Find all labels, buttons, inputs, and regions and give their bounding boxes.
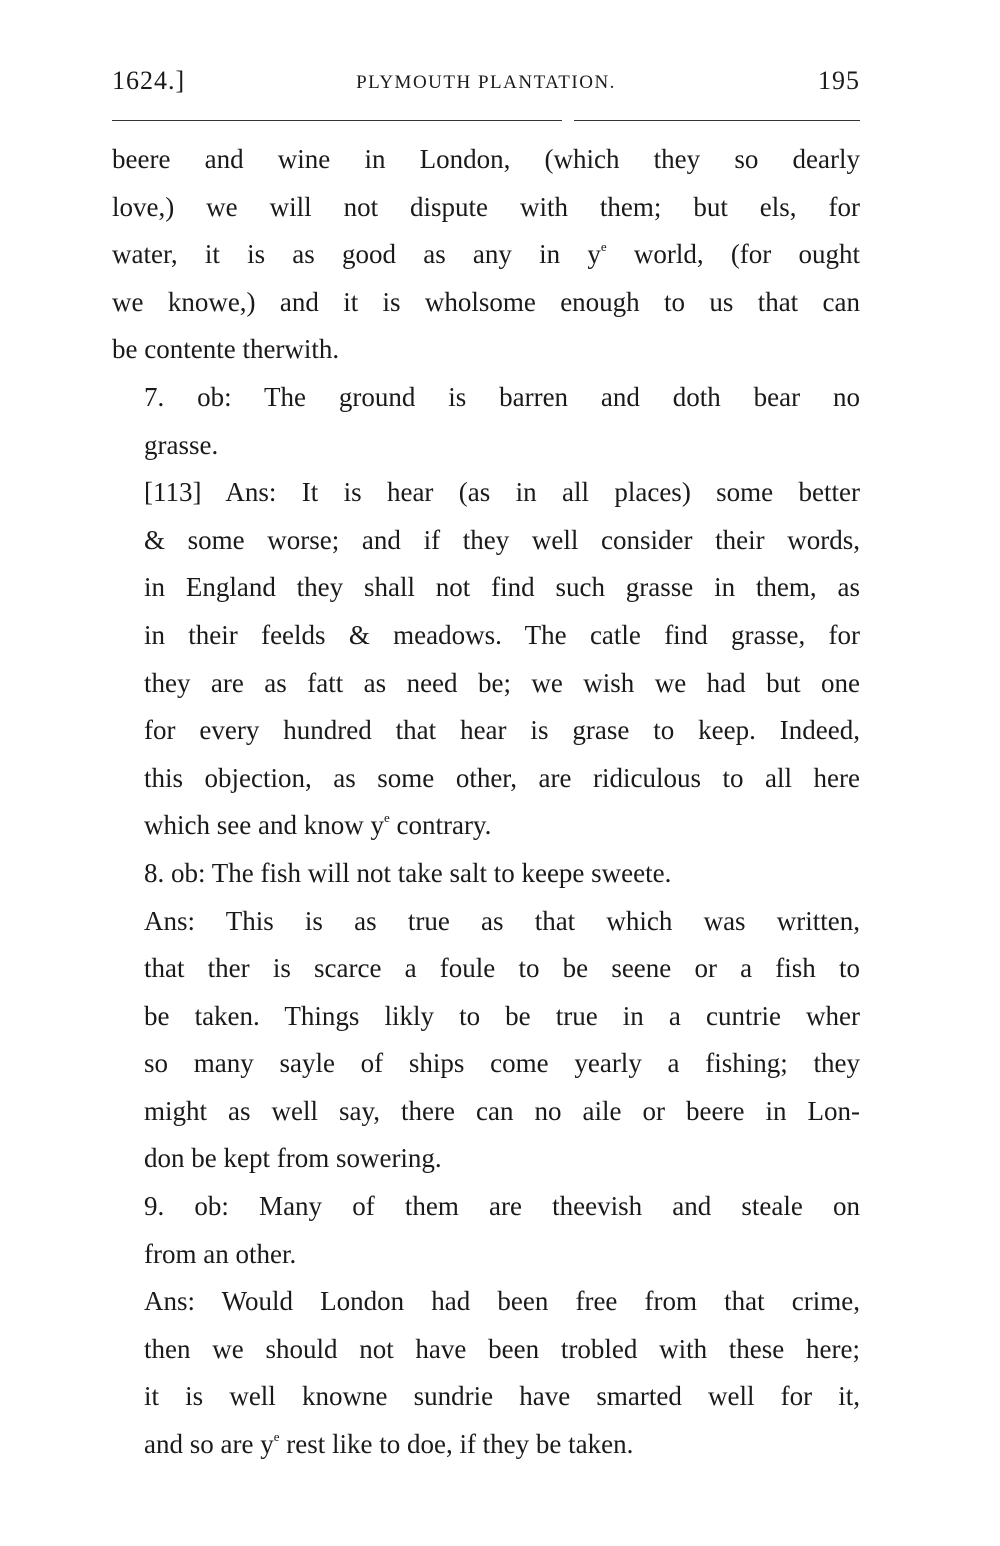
text-line: grasse.	[144, 429, 219, 460]
text-line: love,) we will not dispute with them; but els, for	[112, 191, 860, 222]
body-text	[112, 136, 860, 1469]
text-line: they are as fatt as need be; we wish we had but one	[144, 667, 860, 698]
text-line: from an other.	[144, 1238, 297, 1269]
header-year: 1624.]	[112, 66, 186, 95]
text-line: be taken. Things likly to be true in a cuntrie wher	[144, 1000, 860, 1031]
text-line: in their feelds & meadows. The catle find grasse, for	[144, 619, 860, 650]
text-line: beere and wine in London, (which they so dearly	[112, 144, 860, 174]
text-line: might as well say, there can no aile or beere in Lon-	[144, 1095, 860, 1126]
text-line: Ans: This is as true as that which was written,	[144, 905, 860, 936]
header-rule-right	[574, 120, 860, 121]
running-header	[112, 60, 860, 104]
text-line: which see and know $y^e$ contrary.	[144, 810, 492, 841]
text-line: 7. ob: The ground is barren and doth bear no	[144, 381, 860, 412]
text-line: be contente therwith.	[112, 334, 340, 365]
text-line: it is well knowne sundrie have smarted well for it,	[144, 1381, 860, 1412]
text-line: and so are $y^e$ rest like to doe, if they be taken.	[144, 1429, 634, 1460]
paragraph	[112, 136, 860, 374]
paragraph	[112, 374, 860, 469]
text-line: don be kept from sowering.	[144, 1143, 442, 1174]
text-line: Ans: Would London had been free from that crime,	[144, 1286, 860, 1317]
text-line: we knowe,) and it is wholsome enough to us that can	[112, 286, 860, 317]
header-rule-left	[112, 120, 562, 121]
text-line: 8. ob: The fish will not take salt to keepe sweete.	[144, 857, 672, 888]
text-line: & some worse; and if they well consider their words,	[144, 524, 860, 555]
paragraph	[112, 898, 860, 1184]
text-line: water, it is as good as any in $y^e$ world, (for ought	[112, 239, 861, 270]
paragraph	[112, 469, 860, 850]
text-line: then we should not have been trobled with these here;	[144, 1333, 860, 1364]
text-line: 9. ob: Many of them are theevish and steale on	[144, 1191, 860, 1222]
paragraph	[112, 1183, 860, 1278]
text-line: this objection, as some other, are ridiculous to all here	[144, 762, 860, 793]
text-line: for every hundred that hear is grase to keep. Indeed,	[144, 715, 860, 746]
text-line: so many sayle of ships come yearly a fishing; they	[144, 1048, 860, 1079]
book-page	[112, 60, 860, 1469]
header-rule	[112, 120, 860, 122]
text-line: in England they shall not find such grasse in them, as	[144, 572, 860, 603]
paragraph	[112, 850, 860, 898]
header-title: PLYMOUTH PLANTATION.	[356, 72, 616, 93]
paragraph	[112, 1278, 860, 1468]
text-line: [113] Ans: It is hear (as in all places) some better	[144, 477, 860, 508]
page-number: 195	[818, 66, 860, 95]
text-line: that ther is scarce a foule to be seene or a fish to	[144, 953, 860, 984]
